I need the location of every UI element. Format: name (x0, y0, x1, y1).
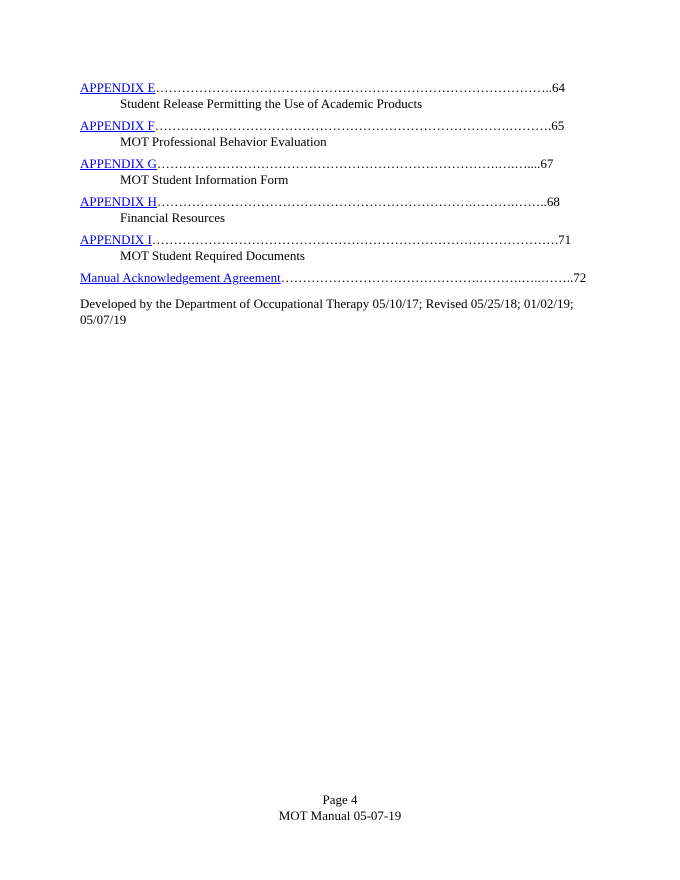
toc-line (80, 231, 590, 248)
toc-leader-dots: …………………………………………………………………….….….... (156, 156, 541, 171)
toc-subtitle: Financial Resources (120, 210, 226, 225)
toc-line (80, 79, 590, 96)
toc-line (80, 193, 590, 210)
toc-leader-dots: ……………………………………….……….…..…….. (280, 270, 574, 285)
toc-page-number: 71 (558, 232, 572, 247)
toc-page-number: 72 (573, 270, 587, 285)
development-note: Developed by the Department of Occupational Therapy 05/10/17; Revised 05/25/18; 01/02/19; 05/07/19 (80, 296, 574, 327)
toc-entry-appendix-f (80, 117, 590, 150)
appendix-f-link[interactable]: APPENDIX F (80, 118, 155, 133)
toc-entry-appendix-e (80, 79, 590, 112)
toc-entry-appendix-i (80, 231, 590, 264)
appendix-h-link[interactable]: APPENDIX H (80, 194, 157, 209)
table-of-contents (80, 79, 590, 291)
toc-page-number: 68 (546, 194, 560, 209)
toc-page-number: 67 (540, 156, 554, 171)
toc-subtitle: MOT Student Required Documents (120, 248, 305, 263)
appendix-e-link[interactable]: APPENDIX E (80, 80, 156, 95)
toc-subtitle: Student Release Permitting the Use of Academic Products (120, 96, 423, 111)
toc-line (80, 117, 590, 134)
toc-page-number: 65 (551, 118, 565, 133)
page-footer (0, 792, 680, 824)
toc-subtitle: MOT Student Information Form (120, 172, 289, 187)
appendix-i-link[interactable]: APPENDIX I (80, 232, 152, 247)
toc-leader-dots: …………………………………………………………………………………. (151, 232, 559, 247)
toc-entry-acknowledgement (80, 269, 590, 286)
toc-leader-dots: ……………………………………………………………………….………. (154, 118, 552, 133)
toc-entry-appendix-g (80, 155, 590, 188)
toc-page-number: 64 (551, 80, 565, 95)
appendix-g-link[interactable]: APPENDIX G (80, 156, 157, 171)
toc-line (80, 269, 590, 286)
toc-leader-dots: ……………………………………………………………….……….…….. (156, 194, 547, 209)
toc-subtitle: MOT Professional Behavior Evaluation (120, 134, 327, 149)
acknowledgement-agreement-link[interactable]: Manual Acknowledgement Agreement (80, 270, 281, 285)
toc-entry-appendix-h (80, 193, 590, 226)
toc-line (80, 155, 590, 172)
toc-leader-dots: ……………………………………………………………………………….. (155, 80, 552, 95)
manual-version-label: MOT Manual 05-07-19 (278, 808, 402, 823)
page-number-label: Page 4 (322, 792, 358, 807)
